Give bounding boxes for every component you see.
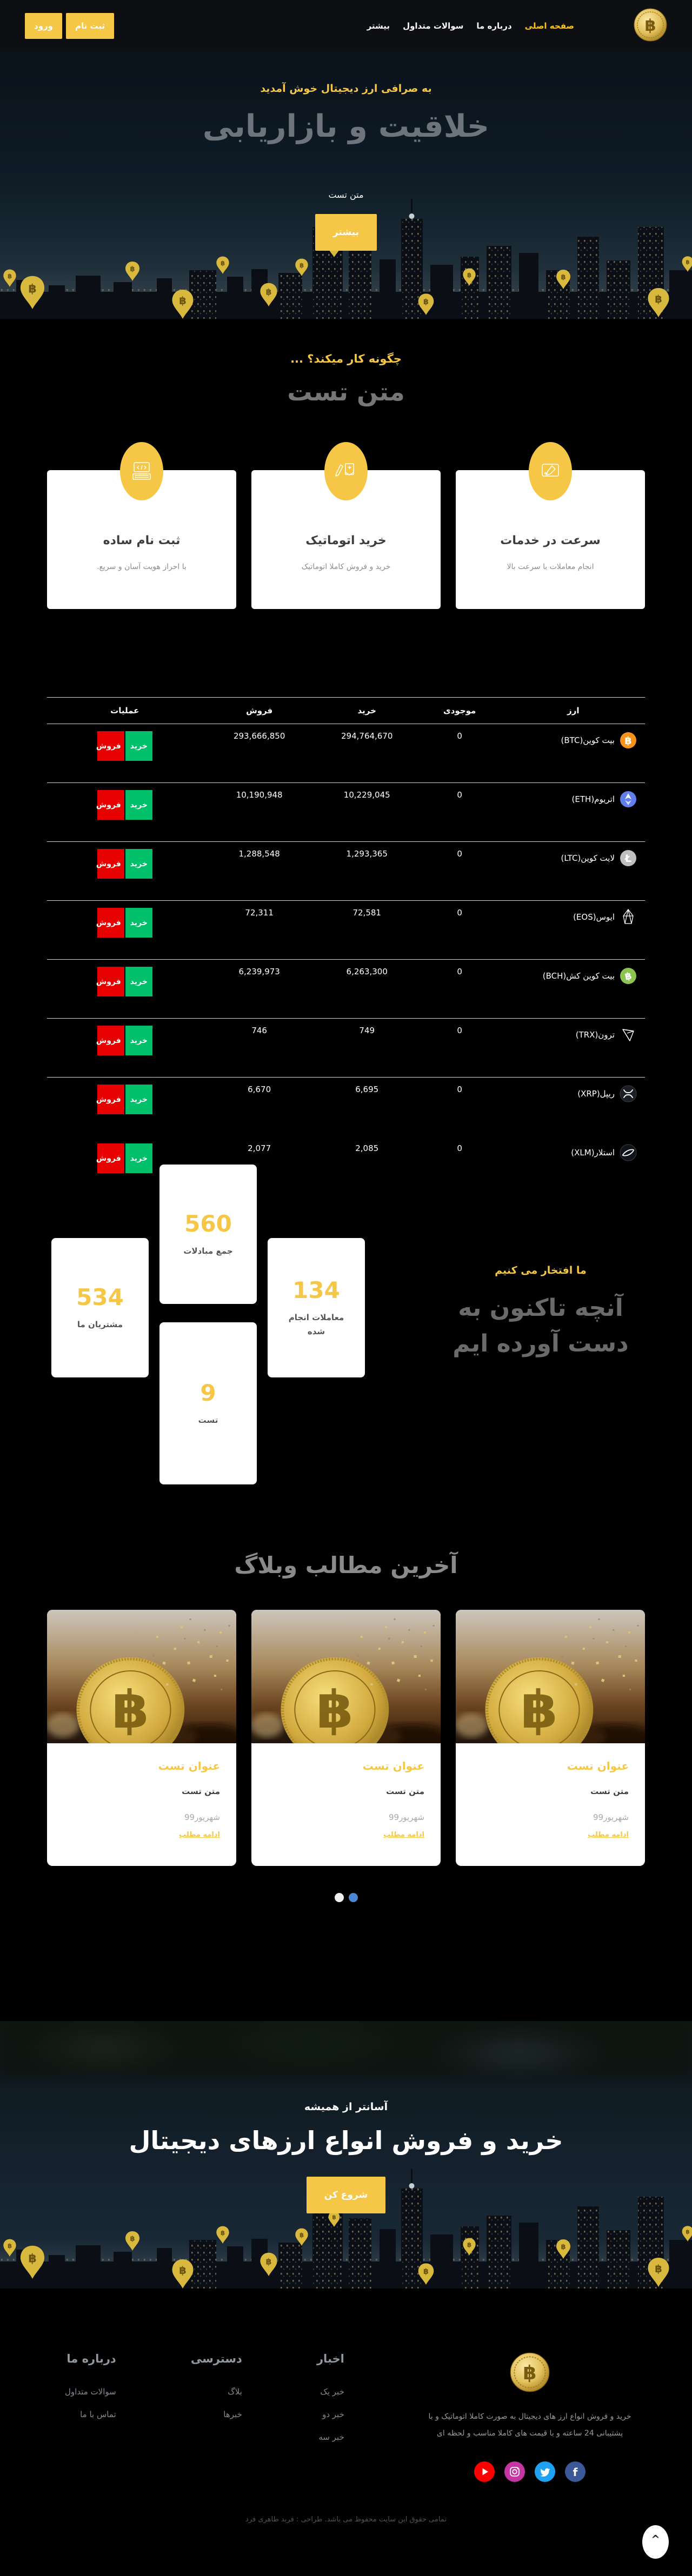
balance-cell: 0 — [457, 1085, 462, 1094]
post-text: متن تست — [386, 1787, 424, 1796]
sell-price-cell: 72,311 — [245, 908, 274, 918]
stats-tagline: ما افتخار می کنیم — [495, 1264, 587, 1276]
footer-link[interactable]: بلاگ — [228, 2387, 242, 2397]
post-date: شهریور99 — [593, 1812, 629, 1822]
eth-icon — [619, 790, 637, 808]
stat-card-exchanges — [159, 1165, 257, 1304]
feature-card-easy-register — [47, 470, 236, 609]
stats-heading: آنچه تاکنون به دست آورده ایم — [453, 1294, 629, 1357]
youtube-icon[interactable] — [474, 2461, 495, 2482]
buy-button[interactable]: خرید — [125, 1143, 152, 1173]
buy-price-cell: 6,695 — [355, 1085, 379, 1094]
hero-welcome-text: به صرافی ارز دیجیتال خوش آمدید — [260, 83, 432, 95]
coin-name: ایوس(EOS) — [573, 912, 615, 922]
post-title: عنوان تست — [362, 1759, 424, 1772]
btc-icon — [619, 731, 637, 750]
read-more-link[interactable]: ادامه مطلب — [383, 1831, 424, 1839]
buy-button[interactable]: خرید — [125, 790, 152, 820]
table-row-eos — [47, 901, 645, 960]
post-date: شهریور99 — [388, 1812, 424, 1822]
sell-button[interactable]: فروش — [97, 1085, 124, 1114]
balance-cell: 0 — [457, 790, 462, 800]
how-it-works-section — [0, 319, 692, 697]
footer-column-title: درباره ما — [66, 2352, 116, 2365]
eos-icon — [619, 908, 637, 926]
cta-small-text: آسانتر از همیشه — [304, 2101, 388, 2113]
nav-more[interactable]: بیشتر — [367, 21, 390, 31]
blog-section — [0, 1513, 692, 1970]
post-title: عنوان تست — [158, 1759, 220, 1772]
feature-title: خرید اتوماتیک — [305, 534, 387, 547]
stat-value: 560 — [184, 1210, 232, 1237]
stat-value: 534 — [76, 1283, 124, 1310]
footer-link[interactable]: خبر دو — [322, 2410, 344, 2419]
buy-price-cell: 749 — [359, 1026, 375, 1035]
scroll-to-top-button[interactable]: ^ — [642, 2525, 669, 2559]
spacer — [0, 1970, 692, 2021]
buy-price-cell: 1,293,365 — [346, 849, 388, 859]
carousel-dots — [0, 1893, 692, 1902]
balance-cell: 0 — [457, 849, 462, 859]
post-text: متن تست — [590, 1787, 629, 1796]
post-text: متن تست — [182, 1787, 220, 1796]
footer-column-title: اخبار — [316, 2352, 344, 2365]
coin-name: ریپل(XRP) — [577, 1089, 615, 1099]
bitcoin-logo-icon — [510, 2384, 550, 2394]
svg-text:f: f — [573, 2465, 578, 2479]
market-table-section — [0, 697, 692, 1163]
sell-price-cell: 2,077 — [248, 1143, 271, 1153]
balance-cell: 0 — [457, 967, 462, 976]
footer-link[interactable]: خبر یک — [320, 2387, 344, 2397]
sell-button[interactable]: فروش — [97, 967, 124, 996]
sell-price-cell: 746 — [251, 1026, 267, 1035]
buy-price-cell: 6,263,300 — [346, 967, 388, 976]
hero-more-button[interactable]: بیشتر — [315, 214, 377, 251]
table-row-bch — [47, 960, 645, 1019]
feature-card-auto-buy — [251, 470, 441, 609]
svg-text:฿: ฿ — [623, 970, 633, 983]
blog-post-card — [251, 1610, 441, 1866]
sell-price-cell: 293,666,850 — [233, 731, 285, 741]
bitcoin-post-image — [456, 1610, 645, 1743]
svg-text:฿: ฿ — [624, 735, 632, 747]
nav-home[interactable]: صفحه اصلی — [524, 21, 574, 31]
xlm-icon — [619, 1143, 637, 1162]
stats-cards — [51, 1165, 368, 1489]
nav-faq[interactable]: سوالات متداول — [403, 21, 464, 31]
hero-title: خلاقیت و بازاریابی — [202, 109, 490, 144]
coin-name: اتریوم(ETH) — [571, 794, 615, 804]
read-more-link[interactable]: ادامه مطلب — [588, 1831, 629, 1839]
blog-post-card — [456, 1610, 645, 1866]
footer — [0, 2289, 692, 2576]
facebook-icon[interactable] — [565, 2461, 585, 2482]
nav-about[interactable]: درباره ما — [476, 21, 512, 31]
how-heading: چگونه کار میکند؟ ... — [290, 352, 402, 365]
hero-section — [0, 51, 692, 319]
sell-price-cell: 6,239,973 — [238, 967, 280, 976]
buy-button[interactable]: خرید — [125, 731, 152, 761]
stat-card-test — [159, 1322, 257, 1484]
sell-price-cell: 1,288,548 — [238, 849, 280, 859]
stat-label: معاملات انجام شده — [288, 1313, 344, 1336]
sell-button[interactable]: فروش — [97, 908, 124, 938]
buy-button[interactable]: خرید — [125, 967, 152, 996]
coin-name: استلار(XLM) — [571, 1148, 615, 1157]
feature-card-speed — [456, 470, 645, 609]
stat-value: 9 — [200, 1379, 216, 1406]
col-sell: فروش — [203, 698, 316, 724]
footer-news-column — [317, 2352, 344, 2482]
xrp-icon — [619, 1085, 637, 1103]
buy-price-cell: 294,764,670 — [341, 731, 393, 741]
cta-section — [0, 2021, 692, 2289]
carousel-dot[interactable] — [335, 1893, 344, 1902]
buy-price-cell: 72,581 — [352, 908, 381, 918]
bitcoin-logo-icon — [634, 8, 667, 44]
feature-title: ثبت نام ساده — [103, 534, 181, 547]
table-row-ltc — [47, 842, 645, 901]
read-more-link[interactable]: ادامه مطلب — [179, 1831, 220, 1839]
cta-start-button[interactable]: شروع کن — [307, 2177, 386, 2213]
blog-heading: آخرین مطالب وبلاگ — [234, 1552, 458, 1578]
svg-text:Ł: Ł — [624, 853, 632, 865]
stat-card-trades — [268, 1238, 365, 1377]
balance-cell: 0 — [457, 1143, 462, 1153]
balance-cell: 0 — [457, 908, 462, 918]
buy-price-cell: 2,085 — [355, 1143, 379, 1153]
footer-link[interactable]: تماس با ما — [80, 2410, 116, 2419]
table-row-btc — [47, 724, 645, 783]
post-date: شهریور99 — [184, 1812, 220, 1822]
buy-price-cell: 10,229,045 — [343, 790, 390, 800]
footer-link[interactable]: خبرها — [223, 2410, 242, 2419]
how-subheading: متن تست — [287, 377, 405, 406]
laptop-code-icon — [120, 442, 163, 500]
carousel-dot-active[interactable] — [349, 1893, 358, 1902]
register-button[interactable]: ثبت نام — [66, 13, 114, 39]
col-buy: خرید — [316, 698, 418, 724]
balance-cell: 0 — [457, 731, 462, 741]
sell-price-cell: 6,670 — [248, 1085, 271, 1094]
col-balance: موجودی — [418, 698, 502, 724]
stats-section — [0, 1113, 692, 1513]
col-currency: ارز — [502, 698, 645, 724]
table-row-trx — [47, 1019, 645, 1078]
sell-price-cell: 10,190,948 — [236, 790, 283, 800]
sell-button[interactable]: فروش — [97, 1026, 124, 1055]
feature-text: با احراز هویت آسان و سریع. — [97, 563, 187, 571]
footer-link[interactable]: خبر سه — [318, 2432, 344, 2442]
login-button[interactable]: ورود — [25, 13, 62, 39]
social-links — [419, 2461, 641, 2482]
buy-button[interactable]: خرید — [125, 849, 152, 879]
twitter-icon[interactable] — [535, 2461, 555, 2482]
footer-column-title: دسترسی — [190, 2352, 242, 2365]
footer-about-text: خرید و فروش انواع ارز های دیجیتال به صورت کاملا اتوماتیک و با پشتیبانی 24 ساعته و با قیمت های کاملا مناسب و لحظه ای — [428, 2412, 631, 2438]
footer-access-column — [191, 2352, 242, 2482]
copyright-text: تمامی حقوق این سایت محفوظ می باشد. طراحی : فربد طاهری فرد — [245, 2515, 447, 2524]
pencil-paper-icon — [324, 442, 368, 500]
coin-name: بیت کوین(BTC) — [561, 735, 615, 745]
stat-value: 134 — [292, 1277, 340, 1303]
footer-link[interactable]: سوالات متداول — [65, 2387, 116, 2397]
tablet-pen-icon — [529, 442, 572, 500]
hero-subtext: متن تست — [328, 190, 364, 200]
stat-label: جمع مبادلات — [183, 1246, 233, 1256]
feature-title: سرعت در خدمات — [500, 534, 601, 547]
sell-button[interactable]: فروش — [97, 1143, 124, 1173]
sell-button[interactable]: فروش — [97, 849, 124, 879]
bch-icon — [619, 967, 637, 985]
blog-post-card — [47, 1610, 236, 1866]
main-nav — [367, 21, 574, 31]
balance-cell: 0 — [457, 1026, 462, 1035]
cta-title: خرید و فروش انواع ارزهای دیجیتال — [129, 2126, 563, 2155]
coin-name: ترون(TRX) — [575, 1030, 615, 1040]
trx-icon — [619, 1026, 637, 1044]
footer-about-column — [419, 2352, 641, 2482]
buy-button[interactable]: خرید — [125, 1085, 152, 1114]
table-row-eth — [47, 783, 645, 842]
coin-name: بیت کوین کش(BCH) — [542, 971, 615, 981]
coin-name: لایت کوین(LTC) — [561, 853, 615, 863]
stat-label: تست — [198, 1415, 218, 1425]
sell-button[interactable]: فروش — [97, 790, 124, 820]
col-operations: عملیات — [47, 698, 203, 724]
feature-text: انجام معاملات با سرعت بالا — [507, 563, 594, 571]
buy-button[interactable]: خرید — [125, 908, 152, 938]
ltc-icon — [619, 849, 637, 867]
bitcoin-post-image — [47, 1610, 236, 1743]
buy-button[interactable]: خرید — [125, 1026, 152, 1055]
instagram-icon[interactable] — [504, 2461, 525, 2482]
top-navbar — [0, 0, 692, 51]
bitcoin-post-image — [251, 1610, 441, 1743]
stat-label: مشتریان ما — [77, 1319, 123, 1329]
sell-button[interactable]: فروش — [97, 731, 124, 761]
post-title: عنوان تست — [567, 1759, 629, 1772]
stat-card-customers — [51, 1238, 149, 1377]
feature-text: خرید و فروش کاملا اتوماتیک — [301, 563, 391, 571]
footer-aboutus-column — [65, 2352, 116, 2482]
